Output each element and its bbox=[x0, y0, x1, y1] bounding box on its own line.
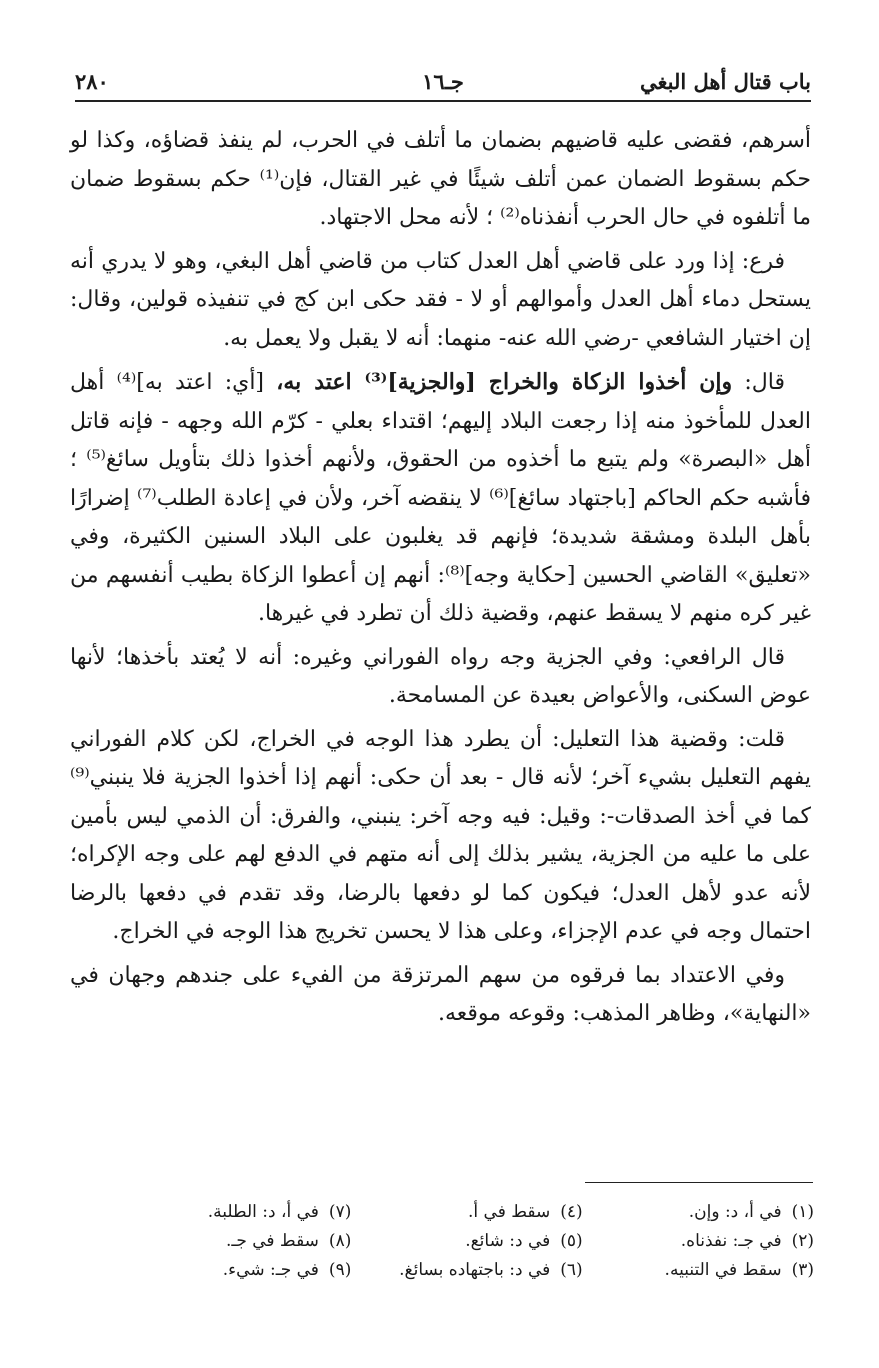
footnote-text: سقط في أ. bbox=[468, 1202, 551, 1222]
matn-quote: وإن أخذوا الزكاة والخراج [والجزية]⁽³⁾ اعتد به، bbox=[276, 369, 733, 395]
footnote bbox=[120, 1198, 351, 1226]
footnote bbox=[351, 1198, 582, 1226]
footnote-text: سقط في جـ. bbox=[225, 1231, 319, 1251]
paragraph-qult: قلت: وقضية هذا التعليل: أن يطرد هذا الوجه في الخراج، لكن كلام الفوراني يفهم التعليل بشيء آخر؛ لأنه قال - بعد أن حكى: أنهم إذا أخذوا الجزية فلا ينبني⁽⁹⁾ كما في أخذ الصدقات-: وقيل: فيه وجه آخر: ينبني، والفرق: أن الذمي ليس بأمين على ما عليه من الجزية، يشير بذلك إلى أنه متهم في الدفع لهم على وجه الإكراه؛ لأنه عدو لأهل العدل؛ فيكون كما لو دفعها بالرضا، وقد تقدم في دفعها بالرضا احتمال وجه في عدم الإجزاء، وعلى هذا لا يحسن تخريج هذا الوجه في الخراج. bbox=[70, 726, 811, 944]
paragraph-rafii: قال الرافعي: وفي الجزية وجه رواه الفوراني وغيره: أنه لا يُعتد بأخذها؛ لأنها عوض السكنى، والأعواض بعيدة عن المسامحة. bbox=[70, 644, 811, 708]
footnotes bbox=[120, 1198, 814, 1284]
main-text bbox=[70, 122, 811, 1039]
paragraph-1: أسرهم، فقضى عليه قاضيهم بضمان ما أتلف في الحرب، لم ينفذ قضاؤه، وكذا لو حكم بسقوط الضمان عمن أتلف شيئًا في غير القتال، فإن⁽¹⁾ حكم بسقوط ضمان ما أتلفوه في حال الحرب أنفذناه⁽²⁾ ؛ لأنه محل الاجتهاد. bbox=[70, 128, 811, 230]
footnote-text: في جـ: نفذناه. bbox=[680, 1231, 782, 1251]
footnote-number: (٤) bbox=[560, 1202, 583, 1222]
footnote bbox=[120, 1227, 351, 1255]
footnote-number: (٦) bbox=[560, 1260, 583, 1280]
footnote-number: (٧) bbox=[328, 1202, 352, 1222]
footnote bbox=[583, 1256, 814, 1284]
volume-label: جـ١٦ bbox=[422, 69, 464, 94]
qal-continuation: ولأن في إعادة الطلب⁽⁷⁾ إضرارًا بأهل البلدة ومشقة شديدة؛ فإنهم قد يغلبون على البلاد السنين الكثيرة، وفي «تعليق» القاضي الحسين [حكاية وجه]⁽⁸⁾: أنهم إن أعطوا الزكاة بطيب أنفسهم من غير كره منهم لا يسقط عنهم، وقضية ذلك أن تطرد في غيرها. bbox=[70, 485, 811, 626]
paragraph-qal bbox=[70, 363, 811, 634]
footnote-divider bbox=[585, 1182, 813, 1183]
qal-rest: [أي: اعتد به]⁽⁴⁾ أهل العدل للمأخوذ منه إذا رجعت البلاد إليهم؛ اقتداء بعلي - كرّم الله وجهه - فإنه قاتل أهل «البصرة» ولم يتبع ما أخذوه من الحقوق، ولأنهم أخذوا ذلك بتأويل سائغ⁽⁵⁾ ؛ فأشبه حكم الحاكم [باجتهاد سائغ]⁽⁶⁾ لا ينقضه آخر، bbox=[70, 370, 812, 511]
footnote-number: (٩) bbox=[328, 1260, 352, 1280]
chapter-title: باب قتال أهل البغي bbox=[640, 69, 811, 94]
page-header bbox=[75, 66, 811, 102]
footnote-text: في د: باجتهاده بسائغ. bbox=[399, 1260, 551, 1280]
footnote bbox=[583, 1198, 814, 1226]
page-number: ٢٨٠ bbox=[75, 69, 109, 94]
footnote-number: (١) bbox=[791, 1202, 814, 1222]
footnote-text: في أ، د: الطلبة. bbox=[207, 1202, 319, 1222]
footnote-text: سقط في التنبيه. bbox=[664, 1260, 782, 1280]
paragraph-itidad: وفي الاعتداد بما فرقوه من سهم المرتزقة من الفيء على جندهم وجهان في «النهاية»، وظاهر المذهب: وقوعه موقعه. bbox=[70, 962, 811, 1026]
footnote-number: (٢) bbox=[791, 1231, 814, 1251]
footnote bbox=[351, 1256, 582, 1284]
footnote bbox=[351, 1227, 582, 1255]
footnote-number: (٨) bbox=[328, 1231, 352, 1251]
paragraph-far: فرع: إذا ورد على قاضي أهل العدل كتاب من قاضي أهل البغي، وهو لا يدري أنه يستحل دماء أهل العدل وأموالهم أو لا - فقد حكى ابن كج في تنفيذه قولين، وقال: إن اختيار الشافعي -رضي الله عنه- منهما: أنه لا يقبل ولا يعمل به. bbox=[70, 248, 811, 351]
footnote-text: في جـ: شيء. bbox=[222, 1260, 319, 1280]
qal-lead: قال: bbox=[732, 370, 786, 395]
footnote-number: (٥) bbox=[560, 1231, 583, 1251]
footnote-text: في د: شائع. bbox=[465, 1231, 551, 1251]
footnote-number: (٣) bbox=[791, 1260, 814, 1280]
footnote-text: في أ، د: وإن. bbox=[688, 1202, 782, 1222]
footnote bbox=[120, 1256, 351, 1284]
footnote bbox=[583, 1227, 814, 1255]
